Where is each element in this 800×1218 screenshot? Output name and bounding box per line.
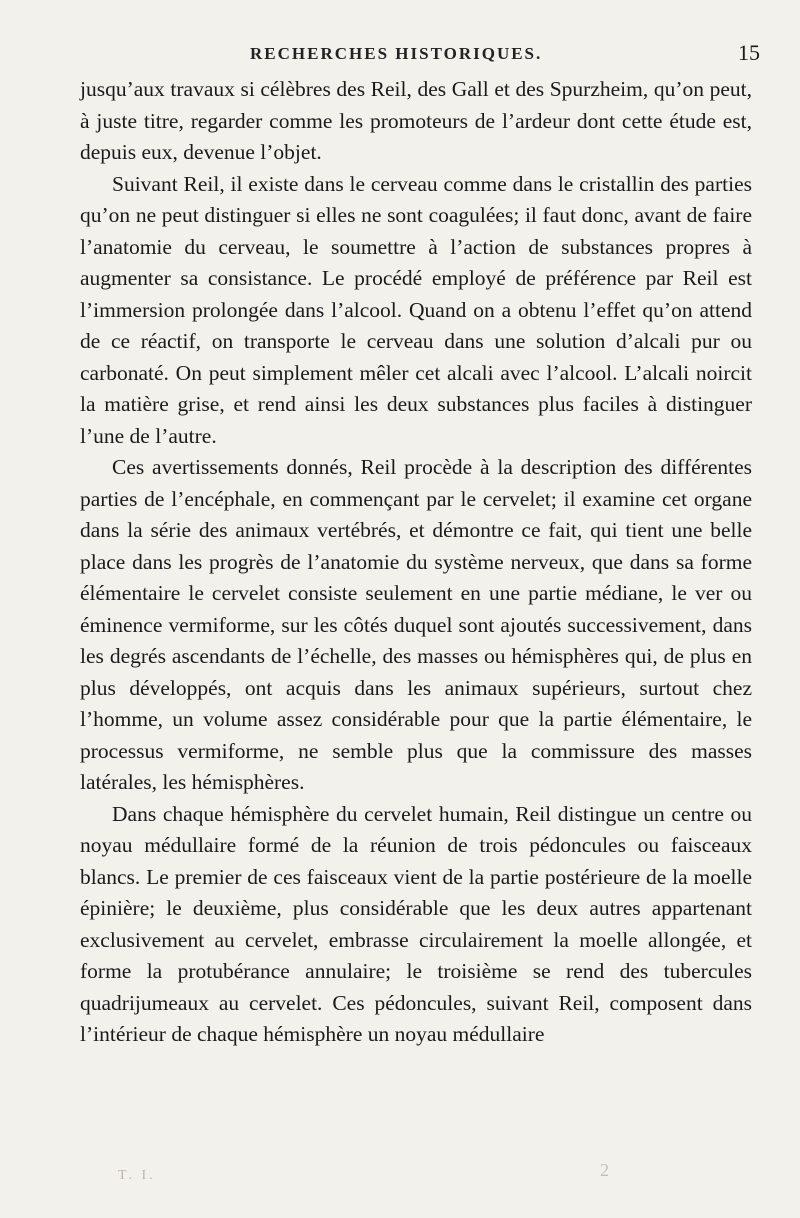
sheet-number: 2 bbox=[600, 1160, 609, 1180]
signature-mark: T. I. bbox=[118, 1168, 156, 1183]
paragraph-reil-method: Suivant Reil, il existe dans le cerveau comme dans le cristallin des parties qu’on ne peut distinguer si elles ne sont coagulées; il faut donc, avant de faire l’anatomie du cerveau, le soumettre à l’action de substances propres à augmenter sa consistance. Le procédé employé de préférence par Reil est l’immersion prolongée dans l’alcool. Quand on a obtenu l’effet qu’on attend de ce réactif, on transporte le cerveau dans une solution d’alcali pur ou carbonaté. On peut simplement mêler cet alcali avec l’alcool. L’alcali noircit la matière grise, et rend ainsi les deux substances plus faciles à distinguer l’une de l’autre. bbox=[80, 171, 752, 448]
body-text bbox=[80, 74, 752, 1051]
paragraph-continuation: jusqu’aux travaux si célèbres des Reil, des Gall et des Spurzheim, qu’on peut, à juste titre, regarder comme les promoteurs de l’ardeur dont cette étude est, depuis eux, devenue l’objet. bbox=[80, 77, 752, 164]
page-number: 15 bbox=[738, 40, 760, 65]
running-header: RECHERCHES HISTORIQUES. bbox=[250, 44, 543, 63]
paragraph-cervelet: Ces avertissements donnés, Reil procède à la description des différentes parties de l’encéphale, en commençant par le cervelet; il examine cet organe dans la série des animaux vertébrés, et démontre ce fait, qui tient une belle place dans les progrès de l’anatomie du système nerveux, que dans sa forme élémentaire le cervelet consiste seulement en une partie médiane, le ver ou éminence vermiforme, sur les côtés duquel sont ajoutés successivement, dans les degrés ascendants de l’échelle, des masses ou hémisphères qui, de plus en plus développés, ont acquis dans les animaux supérieurs, surtout chez l’homme, un volume assez considérable pour que la partie élémentaire, le processus vermiforme, ne semble plus que la commissure des masses latérales, les hémisphères. bbox=[80, 455, 752, 794]
paragraph-hemisphere: Dans chaque hémisphère du cervelet humain, Reil distingue un centre ou noyau médullaire formé de la réunion de trois pédoncules ou faisceaux blancs. Le premier de ces faisceaux vient de la partie postérieure de la moelle épinière; le deuxième, plus considérable que les deux autres appartenant exclusivement au cervelet, embrasse circulairement la moelle allongée, et forme la protubérance annulaire; le troisième se rend des tubercules quadrijumeaux au cervelet. Ces pédoncules, suivant Reil, composent dans l’intérieur de chaque hémisphère un noyau médullaire bbox=[80, 801, 752, 1046]
